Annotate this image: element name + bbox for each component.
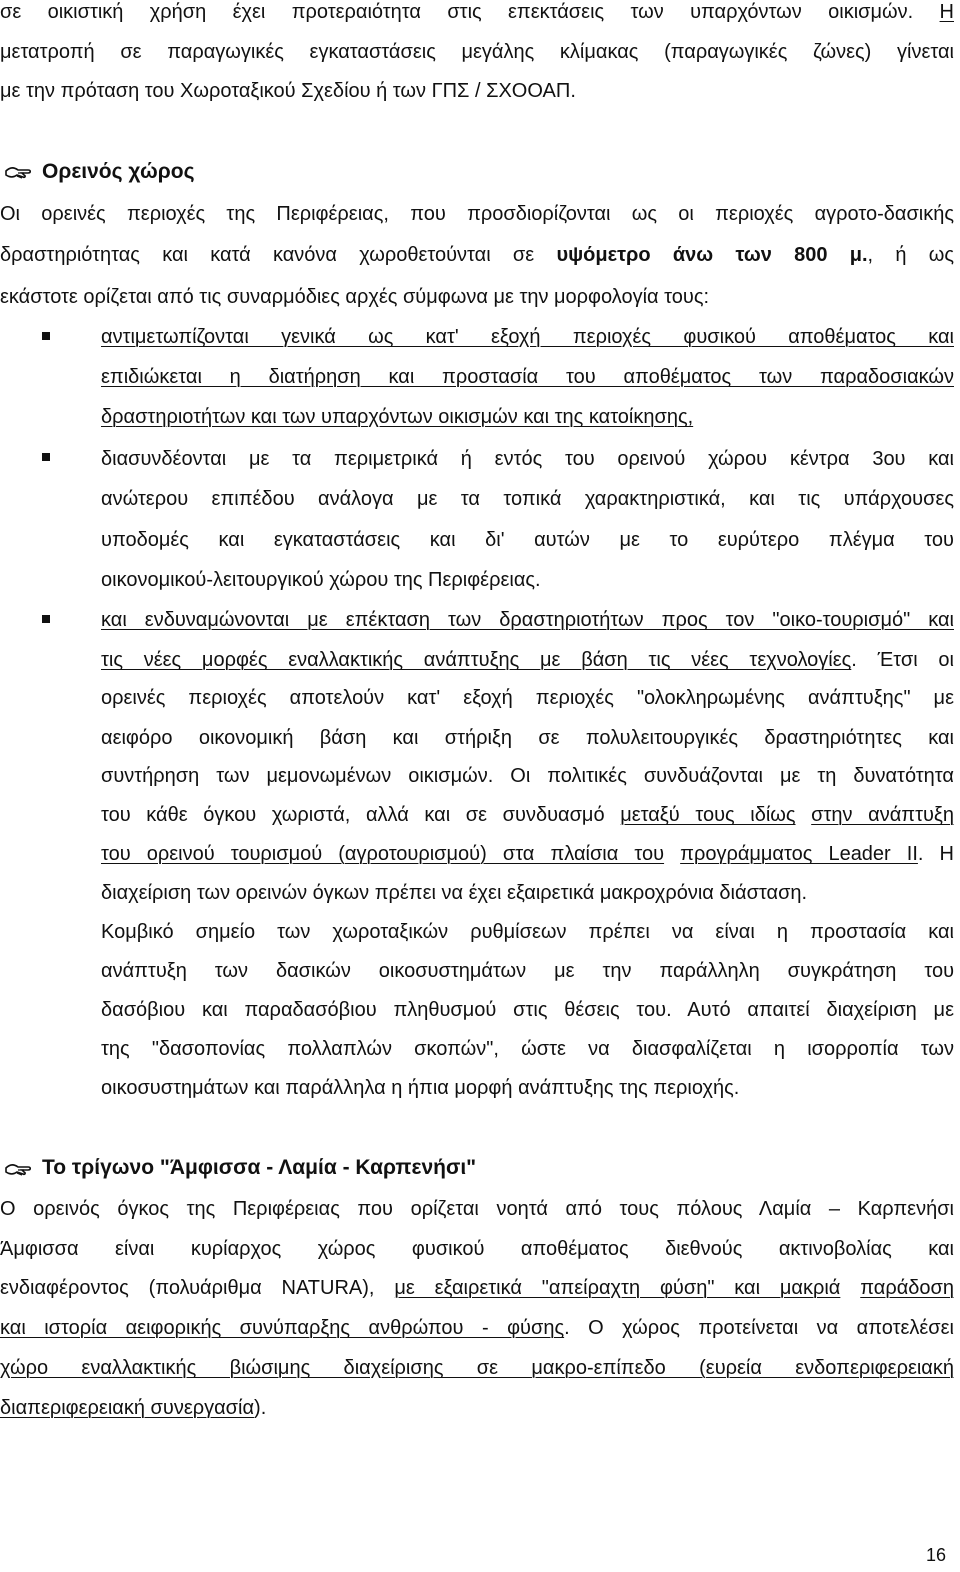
section-heading-mountain-area: Ορεινός χώρος xyxy=(42,160,195,183)
section2-line-2: Άμφισσα είναι κυρίαρχος χώρος φυσικού αποθέματος διεθνούς ακτινοβολίας και xyxy=(0,1238,954,1260)
section1-line-3: εκάστοτε ορίζεται από τις συναρμόδιες αρχές σύμφωνα με την μορφολογία τους: xyxy=(0,286,710,308)
bullet3-line-10: ανάπτυξη των δασικών οικοσυστημάτων με την παράλληλη συγκράτηση του xyxy=(101,960,954,982)
bullet3-line-13: οικοσυστημάτων και παράλληλα η ήπια μορφή ανάπτυξης της περιοχής. xyxy=(101,1077,740,1099)
intro-underlined-word: Η xyxy=(939,1,954,23)
bullet2-line-4: οικονομικού-λειτουργικού χώρου της Περιφέρειας. xyxy=(101,569,541,591)
section2-line-1: Ο ορεινός όγκος της Περιφέρειας που ορίζεται νοητά από τους πόλους Λαμία – Καρπενήσι xyxy=(0,1198,954,1220)
section2-line-6: διαπεριφερειακή συνεργασία). xyxy=(0,1397,267,1419)
bullet2-line-2: ανώτερου επιπέδου ανάλογα με τα τοπικά χαρακτηριστικά, και τις υπάρχουσες xyxy=(101,488,954,510)
bullet3-line-8: διαχείριση των ορεινών όγκων πρέπει να έχει εξαιρετικά μακροχρόνια διάσταση. xyxy=(101,882,808,904)
bullet1-line-3: δραστηριοτήτων και των υπαρχόντων οικισμών και της κατοίκησης, xyxy=(101,406,694,428)
bullet-marker xyxy=(42,615,50,623)
bullet-marker xyxy=(42,332,50,340)
bullet3-line-9: Κομβικό σημείο των χωροταξικών ρυθμίσεων πρέπει να είναι η προστασία και xyxy=(101,921,954,943)
bullet3-line-4: αειφόρο οικονομική βάση και στήριξη σε πολυλειτουργικές δραστηριότητες και xyxy=(101,727,954,749)
bullet3-line-1: και ενδυναμώνονται με επέκταση των δραστηριοτήτων προς τον "οικο-τουρισμό" και xyxy=(101,609,954,631)
section-heading-triangle: Το τρίγωνο "Άμφισσα - Λαμία - Καρπενήσι" xyxy=(42,1156,477,1179)
bullet3-line-5: συντήρηση των μεμονωμένων οικισμών. Οι πολιτικές συνδυάζονται με τη δυνατότητα xyxy=(101,765,954,787)
section2-line-3: ενδιαφέροντος (πολυάριθμα NATURA), με εξαιρετικά "απείραχτη φύση" και μακριά παράδοση xyxy=(0,1277,954,1299)
bullet3-line-2: τις νέες μορφές εναλλακτικής ανάπτυξης με βάση τις νέες τεχνολογίες. Έτσι οι xyxy=(101,649,954,671)
bullet1-line-2: επιδιώκεται η διατήρηση και προστασία του αποθέματος των παραδοσιακών xyxy=(101,366,954,388)
bullet2-line-3: υποδομές και εγκαταστάσεις και δι' αυτών με το ευρύτερο πλέγμα του xyxy=(101,529,954,551)
section1-line-1: Οι ορεινές περιοχές της Περιφέρειας, που προσδιορίζονται ως οι περιοχές αγροτο-δασικής xyxy=(0,203,954,225)
section2-line-5: χώρο εναλλακτικής βιώσιμης διαχείρισης σε μακρο-επίπεδο (ευρεία ενδοπεριφερειακή xyxy=(0,1357,954,1379)
hand-pointing-icon xyxy=(4,163,34,183)
bullet-marker xyxy=(42,453,50,461)
bullet3-line-7: του ορεινού τουρισμού (αγροτουρισμού) στα πλαίσια του προγράμματος Leader II. Η xyxy=(101,843,954,865)
bullet3-line-6: του κάθε όγκου χωριστά, αλλά και σε συνδυασμό μεταξύ τους ιδίως στην ανάπτυξη xyxy=(101,804,955,826)
intro-line-3: με την πρόταση του Χωροταξικού Σχεδίου ή των ΓΠΣ / ΣΧΟΟΑΠ. xyxy=(0,80,576,102)
section1-line-2: δραστηριότητας και κατά κανόνα χωροθετούνται σε υψόμετρο άνω των 800 μ., ή ως xyxy=(0,244,954,266)
bullet3-line-3: ορεινές περιοχές αποτελούν κατ' εξοχή περιοχές "ολοκληρωμένης ανάπτυξης" με xyxy=(101,687,954,709)
intro-line-1: σε οικιστική χρήση έχει προτεραιότητα στις επεκτάσεις των υπαρχόντων οικισμών. Η xyxy=(0,1,954,23)
section2-line-4: και ιστορία αειφορικής συνύπαρξης ανθρώπου - φύσης. Ο χώρος προτείνεται να αποτελέσει xyxy=(0,1317,955,1339)
altitude-emphasis: υψόμετρο άνω των 800 μ. xyxy=(556,244,868,266)
bullet1-line-1: αντιμετωπίζονται γενικά ως κατ' εξοχή περιοχές φυσικού αποθέματος και xyxy=(101,326,954,348)
bullet2-line-1: διασυνδέονται με τα περιμετρικά ή εντός του ορεινού χώρου κέντρα 3ου και xyxy=(101,448,954,470)
bullet3-line-11: δασόβιου και παραδασόβιου πληθυσμού στις θέσεις του. Αυτό απαιτεί διαχείριση με xyxy=(101,999,954,1021)
bullet3-line-12: της "δασοπονίας πολλαπλών σκοπών", ώστε να διασφαλίζεται η ισορροπία των xyxy=(101,1038,954,1060)
page-number: 16 xyxy=(926,1545,947,1565)
intro-line-2: μετατροπή σε παραγωγικές εγκαταστάσεις μεγάλης κλίμακας (παραγωγικές ζώνες) γίνεται xyxy=(0,41,954,63)
hand-pointing-icon xyxy=(4,1160,34,1180)
